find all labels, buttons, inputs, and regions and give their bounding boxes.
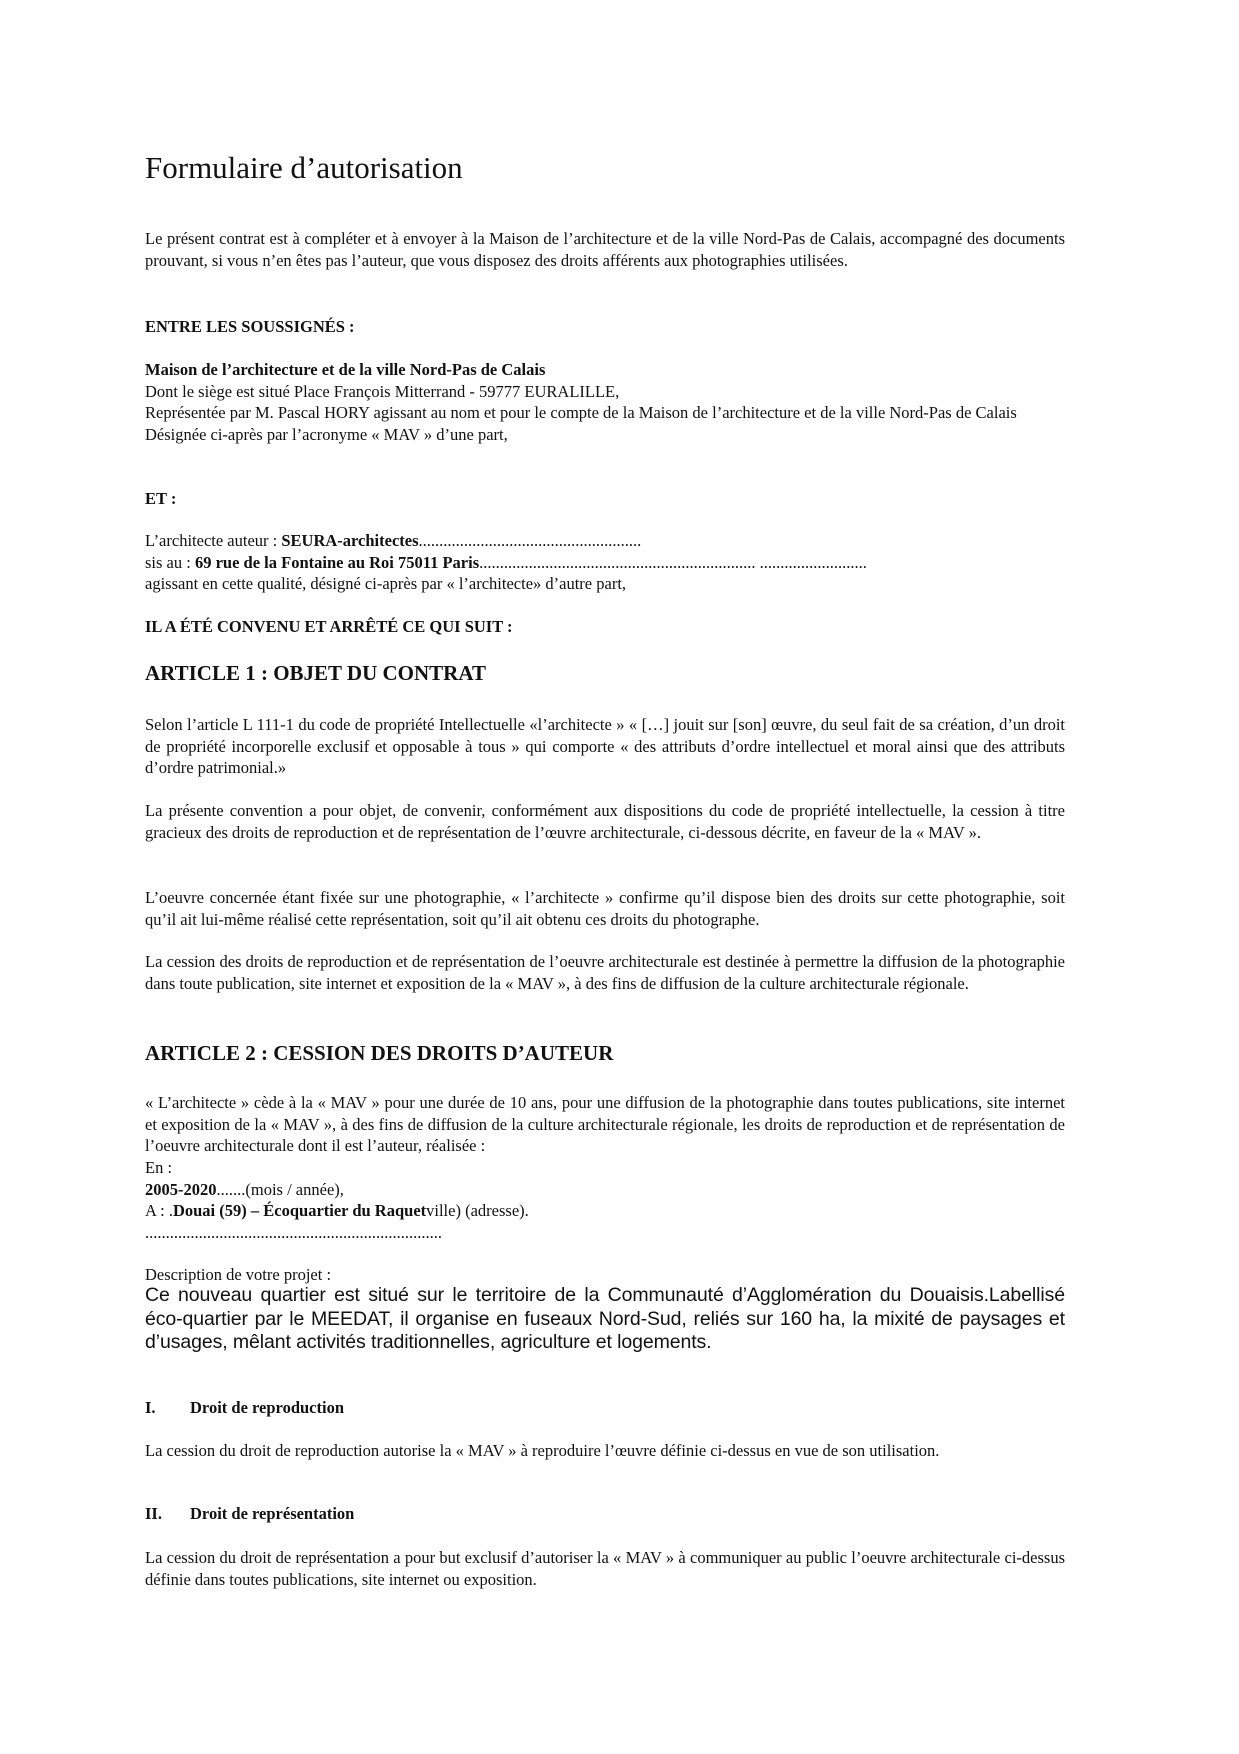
work-details	[145, 1157, 1065, 1243]
section1-heading	[145, 1397, 1065, 1419]
and-heading: ET :	[145, 489, 177, 508]
description-label: Description de votre projet :	[145, 1265, 332, 1284]
intro-paragraph: Le présent contrat est à compléter et à envoyer à la Maison de l’architecture et de la ville Nord-Pas de Calais, accompagné des documents prouvant, si vous n’en êtes pas l’auteur, que vous disposez des droits afférents aux photographies utilisées.	[145, 229, 1065, 270]
between-heading: ENTRE LES SOUSSIGNÉS :	[145, 317, 355, 336]
date-line	[145, 1179, 1065, 1201]
architect-address-line	[145, 552, 1065, 574]
description-text: Ce nouveau quartier est situé sur le territoire de la Communauté d’Agglomération du Douaisis.Labellisé éco-quartier par le MEEDAT, il organise en fuseaux Nord-Sud, reliés sur 160 ha, la mixité de paysages et d’usages, mêlant activités traditionnelles, agriculture et logements.	[145, 1284, 1065, 1353]
article1-paragraph-1: Selon l’article L 111-1 du code de propriété Intellectuelle «l’architecte » « […] jouit sur [son] œuvre, du seul fait de sa création, d’un droit de propriété incorporelle exclusif et opposable à tous » qui comporte « des attributs d’ordre intellectuel et moral ainsi que des attributs d’ordre patrimonial.»	[145, 715, 1065, 777]
party-mav	[145, 359, 1065, 445]
architect-address-label: sis au :	[145, 552, 195, 572]
place-line	[145, 1200, 1065, 1222]
en-label: En :	[145, 1158, 173, 1177]
party-architect	[145, 530, 1065, 595]
place-prefix: A : .	[145, 1201, 173, 1220]
architect-author-line	[145, 530, 1065, 552]
section2-text: La cession du droit de représentation a pour but exclusif d’autoriser la « MAV » à communiquer au public l’oeuvre architecturale ci-dessus définie dans toutes publications, site internet ou exposition.	[145, 1548, 1065, 1589]
place-value: Douai (59) – Écoquartier du Raquet	[172, 1201, 427, 1220]
section2-number: II.	[145, 1504, 162, 1523]
date-suffix: .......(mois / année),	[216, 1179, 344, 1199]
architect-author-dots: ......................................................	[418, 531, 642, 550]
section2-heading	[145, 1503, 1065, 1525]
section1-text: La cession du droit de reproduction autorise la « MAV » à reproduire l’œuvre définie ci-dessus en vue de son utilisation.	[145, 1441, 940, 1460]
article2-paragraph-1: « L’architecte » cède à la « MAV » pour une durée de 10 ans, pour une diffusion de la photographie dans toutes publications, site internet et exposition de la « MAV », à des fins de diffusion de la culture architecturale régionale, les droits de reproduction et de représentation de l’oeuvre architecturale dont il est l’auteur, réalisée :	[145, 1093, 1065, 1155]
article1-paragraph-4: La cession des droits de reproduction et de représentation de l’oeuvre architecturale est destinée à permettre la diffusion de la photographie dans toute publication, site internet et exposition de la « MAV », à des fins de diffusion de la culture architecturale régionale.	[145, 952, 1065, 993]
architect-address-dots: ................................................................... ..........................	[479, 552, 867, 572]
date-value: 2005-2020	[145, 1179, 217, 1199]
article1-heading: ARTICLE 1 : OBJET DU CONTRAT	[145, 661, 486, 685]
architect-address-value: 69 rue de la Fontaine au Roi 75011 Paris	[194, 552, 480, 572]
architect-author-label: L’architecte auteur :	[145, 531, 282, 550]
party-mav-name: Maison de l’architecture et de la ville Nord-Pas de Calais	[145, 360, 546, 379]
party-mav-designation: Désignée ci-après par l’acronyme « MAV » d’une part,	[145, 424, 508, 444]
article2-heading: ARTICLE 2 : CESSION DES DROITS D’AUTEUR	[145, 1041, 614, 1065]
architect-author-value: SEURA-architectes	[281, 531, 419, 550]
article1-paragraph-2: La présente convention a pour objet, de convenir, conformément aux dispositions du code de propriété intellectuelle, la cession à titre gracieux des droits de reproduction et de représentation de l’œuvre architecturale, ci-dessous décrite, en faveur de la « MAV ».	[145, 801, 1065, 842]
place-suffix: ville) (adresse).	[426, 1201, 529, 1220]
section1-title: Droit de reproduction	[190, 1398, 345, 1417]
document-title: Formulaire d’autorisation	[145, 150, 463, 185]
architect-designation: agissant en cette qualité, désigné ci-après par « l’architecte» d’autre part,	[145, 574, 627, 593]
section2-title: Droit de représentation	[190, 1504, 355, 1523]
dots-line: ........................................................................	[145, 1222, 442, 1242]
party-mav-seat: Dont le siège est situé Place François Mitterrand - 59777 EURALILLE,	[145, 381, 620, 401]
section1-number: I.	[145, 1398, 156, 1417]
article1-paragraph-3: L’oeuvre concernée étant fixée sur une photographie, « l’architecte » confirme qu’il dispose bien des droits sur cette photographie, soit qu’il ait lui-même réalisé cette représentation, soit qu’il ait obtenu ces droits du photographe.	[145, 888, 1065, 929]
party-mav-representative: Représentée par M. Pascal HORY agissant au nom et pour le compte de la Maison de l’architecture et de la ville Nord-Pas de Calais	[145, 403, 1017, 422]
agreed-heading: IL A ÉTÉ CONVENU ET ARRÊTÉ CE QUI SUIT :	[145, 617, 513, 636]
